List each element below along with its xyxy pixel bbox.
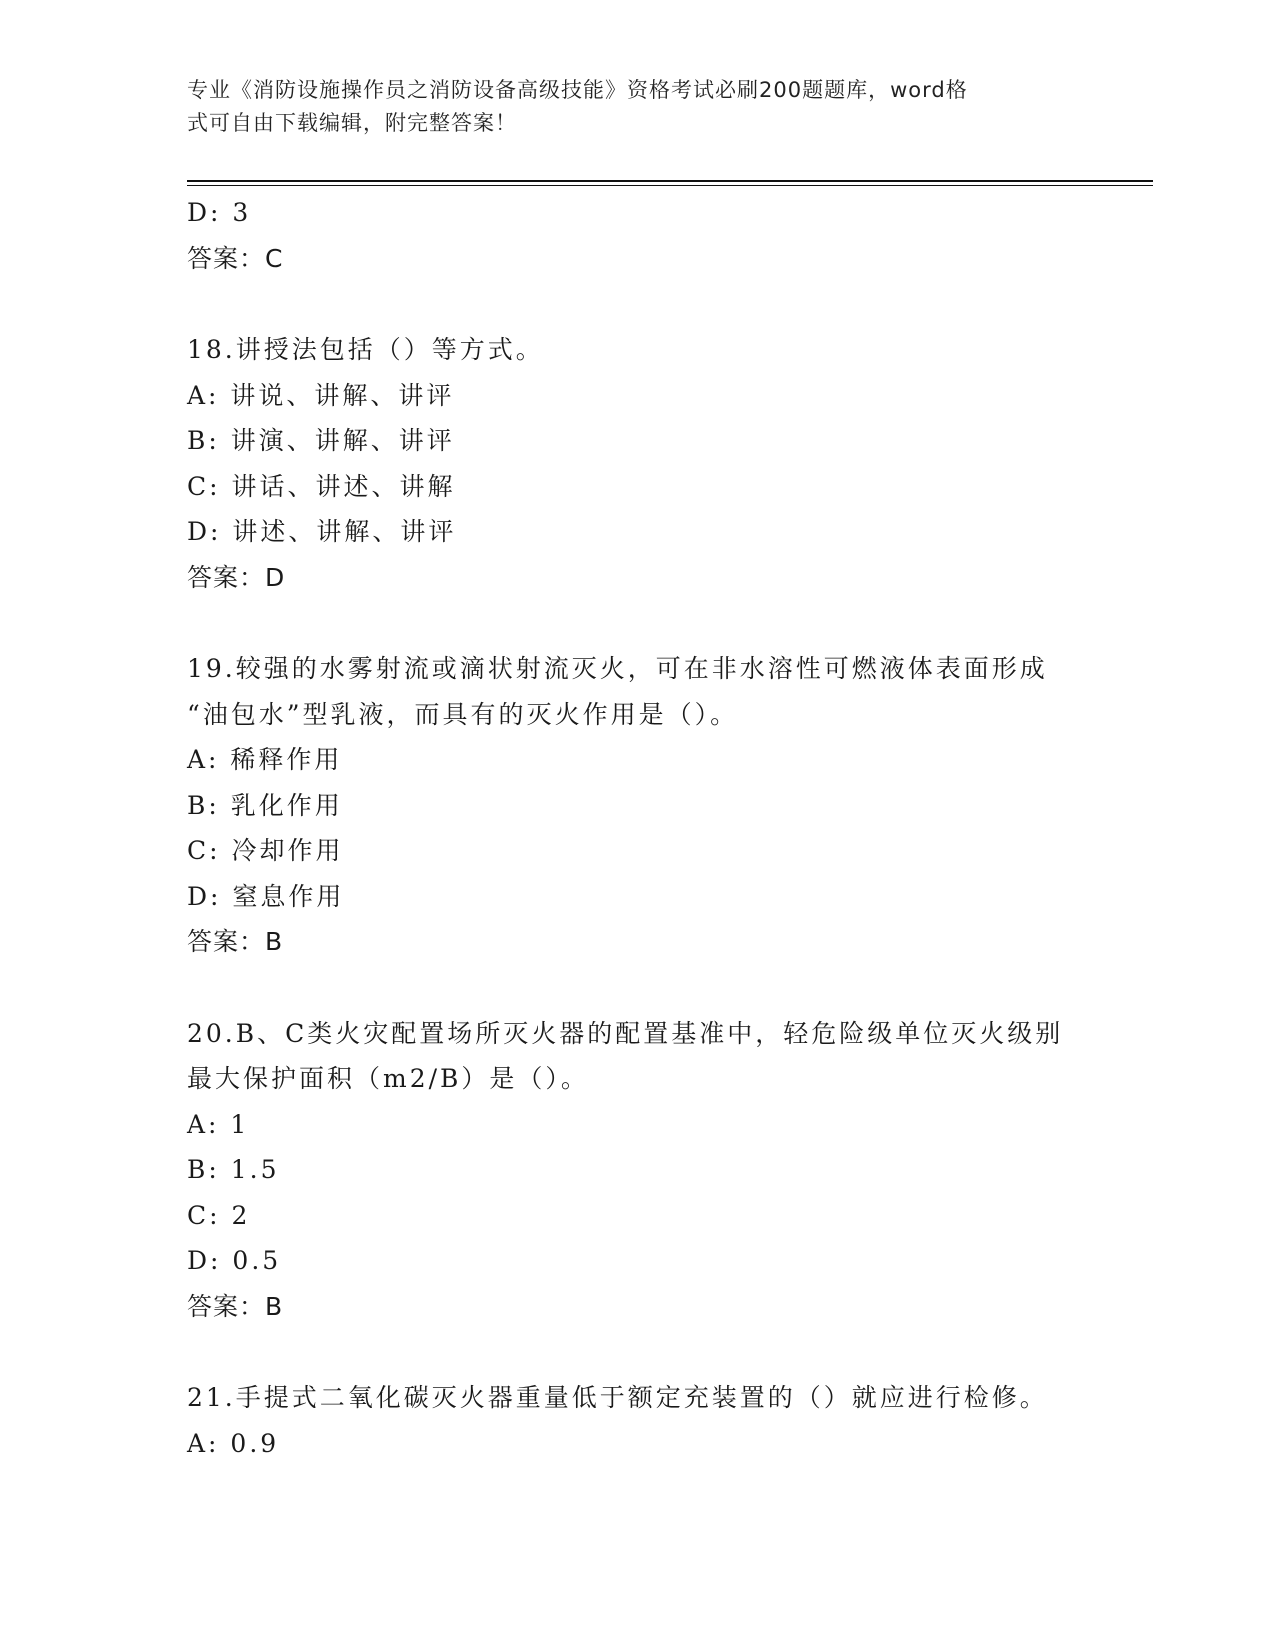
question-stem-line-2: 最大保护面积（m2/B）是（）。: [187, 1064, 589, 1093]
question-19: [187, 646, 1087, 965]
question-stem: 21.手提式二氧化碳灭火器重量低于额定充装置的（）就应进行检修。: [187, 1383, 1048, 1412]
option-b: B: 乳化作用: [187, 790, 343, 820]
question-stem-line-1: 20.B、C类火灾配置场所灭火器的配置基准中，轻危险级单位灭火级别: [187, 1018, 1064, 1048]
question-list: [187, 190, 1087, 1466]
option-c: C: 冷却作用: [187, 836, 344, 865]
option-d: D: 窒息作用: [187, 881, 345, 911]
option-d: D: 讲述、讲解、讲评: [187, 517, 457, 546]
option-c: C: 讲话、讲述、讲解: [187, 471, 456, 501]
answer-label: 答案：C: [187, 243, 284, 273]
header-rule-thick: [187, 180, 1153, 182]
option-d: D: 0.5: [187, 1246, 282, 1275]
question-20: [187, 1011, 1087, 1330]
option-b: B: 1.5: [187, 1155, 280, 1184]
spacer: [187, 965, 1087, 1011]
answer-label: 答案：B: [187, 927, 284, 956]
option-a: A: 1: [187, 1109, 250, 1139]
question-stem-line-2: “油包水”型乳液，而具有的灭火作用是（）。: [187, 699, 739, 729]
spacer: [187, 1329, 1087, 1375]
option-a: A: 稀释作用: [187, 745, 343, 774]
document-header: [187, 74, 1067, 140]
question-stem-line-1: 19.较强的水雾射流或滴状射流灭火，可在非水溶性可燃液体表面形成: [187, 654, 1048, 683]
spacer: [187, 600, 1087, 646]
question-21: [187, 1375, 1087, 1466]
header-line-2: 式可自由下载编辑，附完整答案！: [187, 111, 517, 135]
option-a: A: 0.9: [187, 1428, 280, 1458]
option-b: B: 讲演、讲解、讲评: [187, 426, 455, 455]
header-rule-thin: [187, 185, 1153, 186]
header-line-1: 专业《消防设施操作员之消防设备高级技能》资格考试必刷200题题库，word格: [187, 78, 968, 102]
answer-label: 答案：D: [187, 562, 286, 592]
option-a: A: 讲说、讲解、讲评: [187, 380, 455, 410]
question-18: [187, 327, 1087, 600]
option-d: D: 3: [187, 198, 252, 227]
option-c: C: 2: [187, 1200, 251, 1230]
spacer: [187, 281, 1087, 327]
answer-label: 答案：B: [187, 1291, 284, 1321]
question-17-tail: [187, 190, 1087, 281]
question-stem: 18.讲授法包括（）等方式。: [187, 335, 544, 364]
